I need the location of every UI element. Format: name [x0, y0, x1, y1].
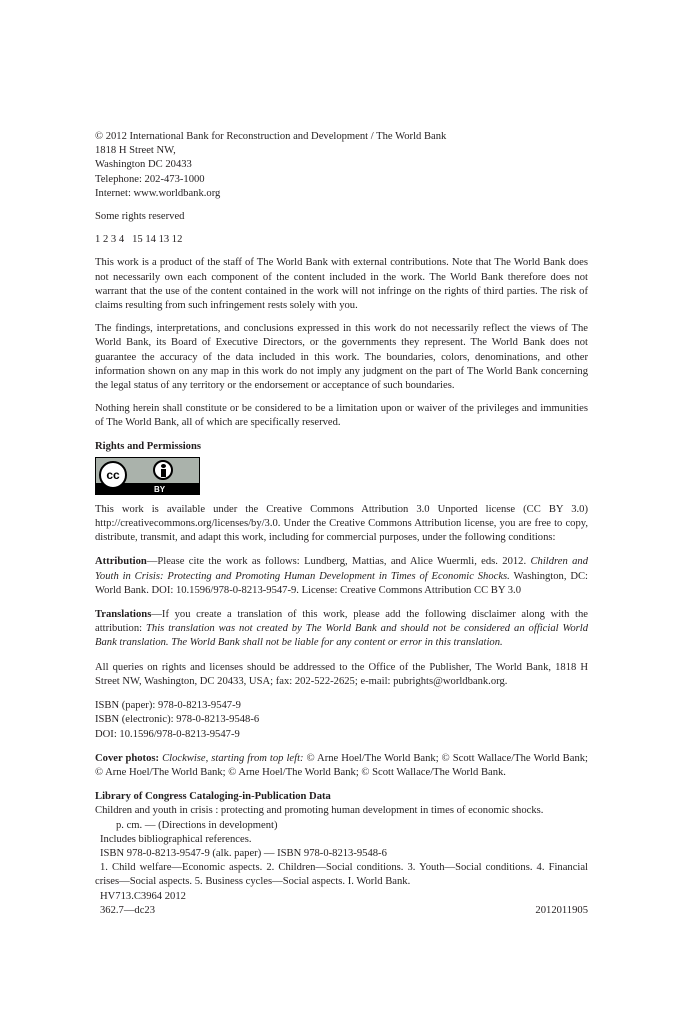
by-label: BY — [154, 484, 166, 494]
cip-heading: Library of Congress Cataloging-in-Publication Data — [95, 791, 331, 803]
rights-heading: Rights and Permissions — [95, 440, 201, 452]
isbn-block — [95, 699, 588, 742]
rights-reserved: Some rights reserved — [95, 211, 185, 223]
cc-license-badge — [95, 457, 588, 495]
person-head — [161, 464, 166, 468]
cip-last-row — [95, 904, 588, 918]
copyright-page — [95, 130, 588, 918]
cip-title: Children and youth in crisis : protecting and promoting human development in times of economic shocks. — [95, 805, 544, 817]
isbn-paper: ISBN (paper): 978-0-8213-9547-9 — [95, 700, 241, 712]
person-body — [161, 469, 166, 477]
attribution-icon — [153, 460, 173, 480]
internet: Internet: www.worldbank.org — [95, 187, 221, 199]
address-street: 1818 H Street NW, — [95, 145, 176, 157]
telephone: Telephone: 202-473-1000 — [95, 173, 205, 185]
address-city: Washington DC 20433 — [95, 159, 192, 171]
cover-photos: Cover photos: Clockwise, starting from top left: © Arne Hoel/The World Bank; © Scott Wallace/The World Bank; © Arne Hoel/The World Bank; © Arne Hoel/The World Bank; © Scott Wallace/The World Bank. — [95, 752, 588, 778]
cip-biblio: Includes bibliographical references. — [100, 833, 252, 845]
para-product: This work is a product of the staff of The World Bank with external contributions. Note that The World Bank does not necessarily own each component of the content included in the work. The World Bank therefore does not warrant that the use of the content contained in the work will not infringe on the rights of third parties. The risk of claims resulting from such infringement rests solely with you. — [95, 257, 588, 312]
para-license: This work is available under the Creative Commons Attribution 3.0 Unported license (CC BY 3.0) http://creativecommons.org/licenses/by/3.0. Under the Creative Commons Attribution license, you are free to copy, distribute, transmit, and adapt this work, including for commercial purposes, under the following conditions: — [95, 503, 588, 544]
cip-dewey: 362.7—dc23 — [100, 904, 156, 916]
copyright-line: © 2012 International Bank for Reconstruction and Development / The World Bank — [95, 131, 447, 142]
para-translations: Translations—If you create a translation of this work, please add the following disclaimer along with the attribution: This translation was not created by The World Bank and should not be considered an official World Bank translation. The World Bank shall not be liable for any content or error in this translation. — [95, 609, 588, 649]
printing-numbers: 1 2 3 4 15 14 13 12 — [95, 234, 183, 246]
para-attribution: Attribution—Please cite the work as follows: Lundberg, Mattias, and Alice Wuermli, eds. 2012. Children and Youth in Crisis: Protecting and Promoting Human Development in Times of Economic Shocks. Washington, DC: World Bank. DOI: 10.1596/978-0-8213-9547-9. License: Creative Commons Attribution CC BY 3.0 — [95, 556, 588, 596]
cip-callno: HV713.C3964 2012 — [100, 890, 186, 902]
cip-isbns: ISBN 978-0-8213-9547-9 (alk. paper) — ISBN 978-0-8213-9548-6 — [100, 847, 387, 859]
para-queries: All queries on rights and licenses should be addressed to the Office of the Publisher, The World Bank, 1818 H Street NW, Washington, DC 20433, USA; fax: 202-522-2625; e-mail: pubrights@worldbank.org. — [95, 661, 588, 687]
cc-by-logo — [95, 457, 200, 495]
cip-data — [95, 790, 588, 918]
cip-lccn: 2012011905 — [535, 904, 588, 916]
cc-icon: cc — [99, 461, 127, 489]
isbn-electronic: ISBN (electronic): 978-0-8213-9548-6 — [95, 714, 260, 726]
copyright-block — [95, 130, 588, 201]
cip-pages: p. cm. — (Directions in development) — [116, 819, 278, 831]
doi: DOI: 10.1596/978-0-8213-9547-9 — [95, 728, 240, 740]
para-findings: The findings, interpretations, and conclusions expressed in this work do not necessarily reflect the views of The World Bank, its Board of Executive Directors, or the governments they represent. The World Bank does not guarantee the accuracy of the data included in this work. The boundaries, colors, denominations, and other information shown on any map in this work do not imply any judgment on the part of The World Bank concerning the legal status of any territory or the endorsement or acceptance of such boundaries. — [95, 323, 588, 392]
para-nothing: Nothing herein shall constitute or be considered to be a limitation upon or waiver of the privileges and immunities of The World Bank, all of which are specifically reserved. — [95, 403, 588, 429]
cip-subjects: 1. Child welfare—Economic aspects. 2. Children—Social conditions. 3. Youth—Social conditions. 4. Financial crises—Social aspects. 5. Business cycles—Social aspects. I. World Bank. — [95, 862, 588, 888]
